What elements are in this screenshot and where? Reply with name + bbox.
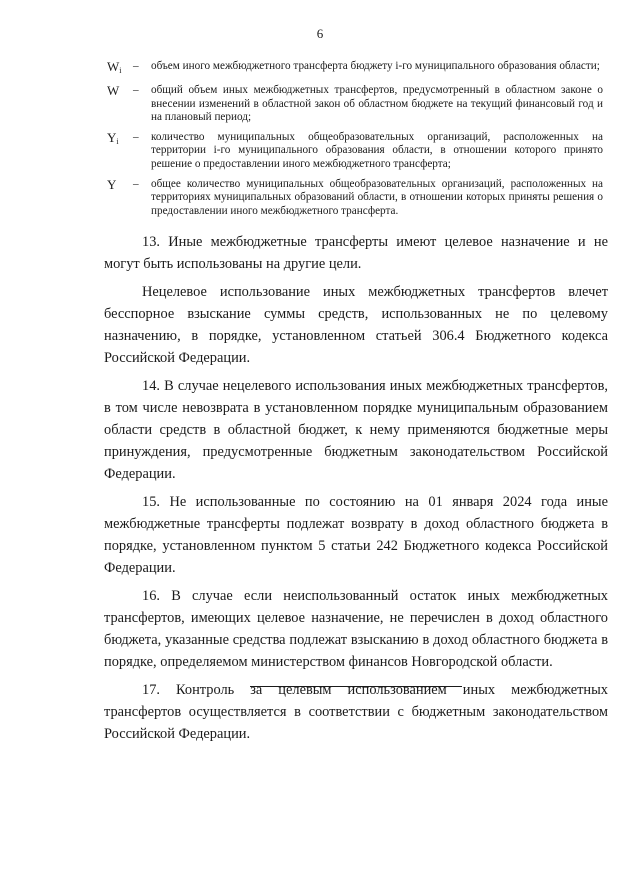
definition-text: объем иного межбюджетного трансферта бюджету i-го муниципального образования области; (151, 60, 600, 72)
paragraph-14: 14. В случае нецелевого использования иных межбюджетных трансфертов, в том числе невозврата в установленном порядке муниципальным образованием области средств в областной бюджет, к нему применяются бюджетные меры принуждения, предусмотренные бюджетным законодательством Российской Федерации. (104, 378, 608, 482)
paragraph-17: 17. Контроль за целевым использованием иных межбюджетных трансфертов осуществляется в соответствии с бюджетным законодательством Российской Федерации. (104, 682, 608, 742)
definition-row (103, 84, 603, 124)
paragraph-13: 13. Иные межбюджетные трансферты имеют целевое назначение и не могут быть использованы на другие цели. (104, 234, 608, 272)
definition-row (103, 131, 603, 171)
end-of-document-line (250, 686, 462, 687)
paragraph-13-continued: Нецелевое использование иных межбюджетных трансфертов влечет бесспорное взыскание суммы средств, использованных не по целевому назначению, в порядке, установленном статьей 306.4 Бюджетного кодекса Российской Федерации. (104, 284, 608, 366)
definition-text: общий объем иных межбюджетных трансфертов, предусмотренный в областном законе о внесении изменений в областной закон об областном бюджете на текущий финансовый год и на плановый период; (151, 84, 603, 123)
definition-row (103, 60, 603, 77)
definition-symbol: $Y_i$ (107, 130, 119, 147)
document-body (104, 231, 608, 745)
paragraph-15: 15. Не использованные по состоянию на 01 января 2024 года иные межбюджетные трансферты подлежат возврату в доход областного бюджета в порядке, установленном пунктом 5 статьи 242 Бюджетного кодекса Российской Федерации. (104, 494, 608, 576)
definition-dash: – (133, 131, 139, 144)
definition-dash: – (133, 84, 139, 97)
paragraph-16: 16. В случае если неиспользованный остаток иных межбюджетных трансфертов, имеющих целевое назначение, не перечислен в доход областного бюджета, указанные средства подлежат взысканию в доход областного бюджета в порядке, определяемом министерством финансов Новгородской области. (104, 588, 608, 670)
definition-row (103, 178, 603, 218)
definition-text: количество муниципальных общеобразовательных организаций, расположенных на территории i-го муниципального образования области, в отношении которого принято решение о предоставлении иного межбюджетного трансферта; (151, 131, 603, 170)
formula-definitions (103, 60, 603, 225)
page-number: 6 (316, 26, 324, 41)
definition-symbol: $W_i$ (107, 59, 122, 75)
definition-dash: – (133, 178, 139, 191)
definition-symbol: Y (107, 177, 117, 193)
definition-dash: – (133, 60, 139, 72)
definition-text: общее количество муниципальных общеобразовательных организаций, расположенных на территориях муниципальных образований области, в отношении которых приняты решения о предоставлении иного межбюджетного трансферта. (151, 178, 603, 217)
definition-symbol: W (107, 83, 120, 99)
